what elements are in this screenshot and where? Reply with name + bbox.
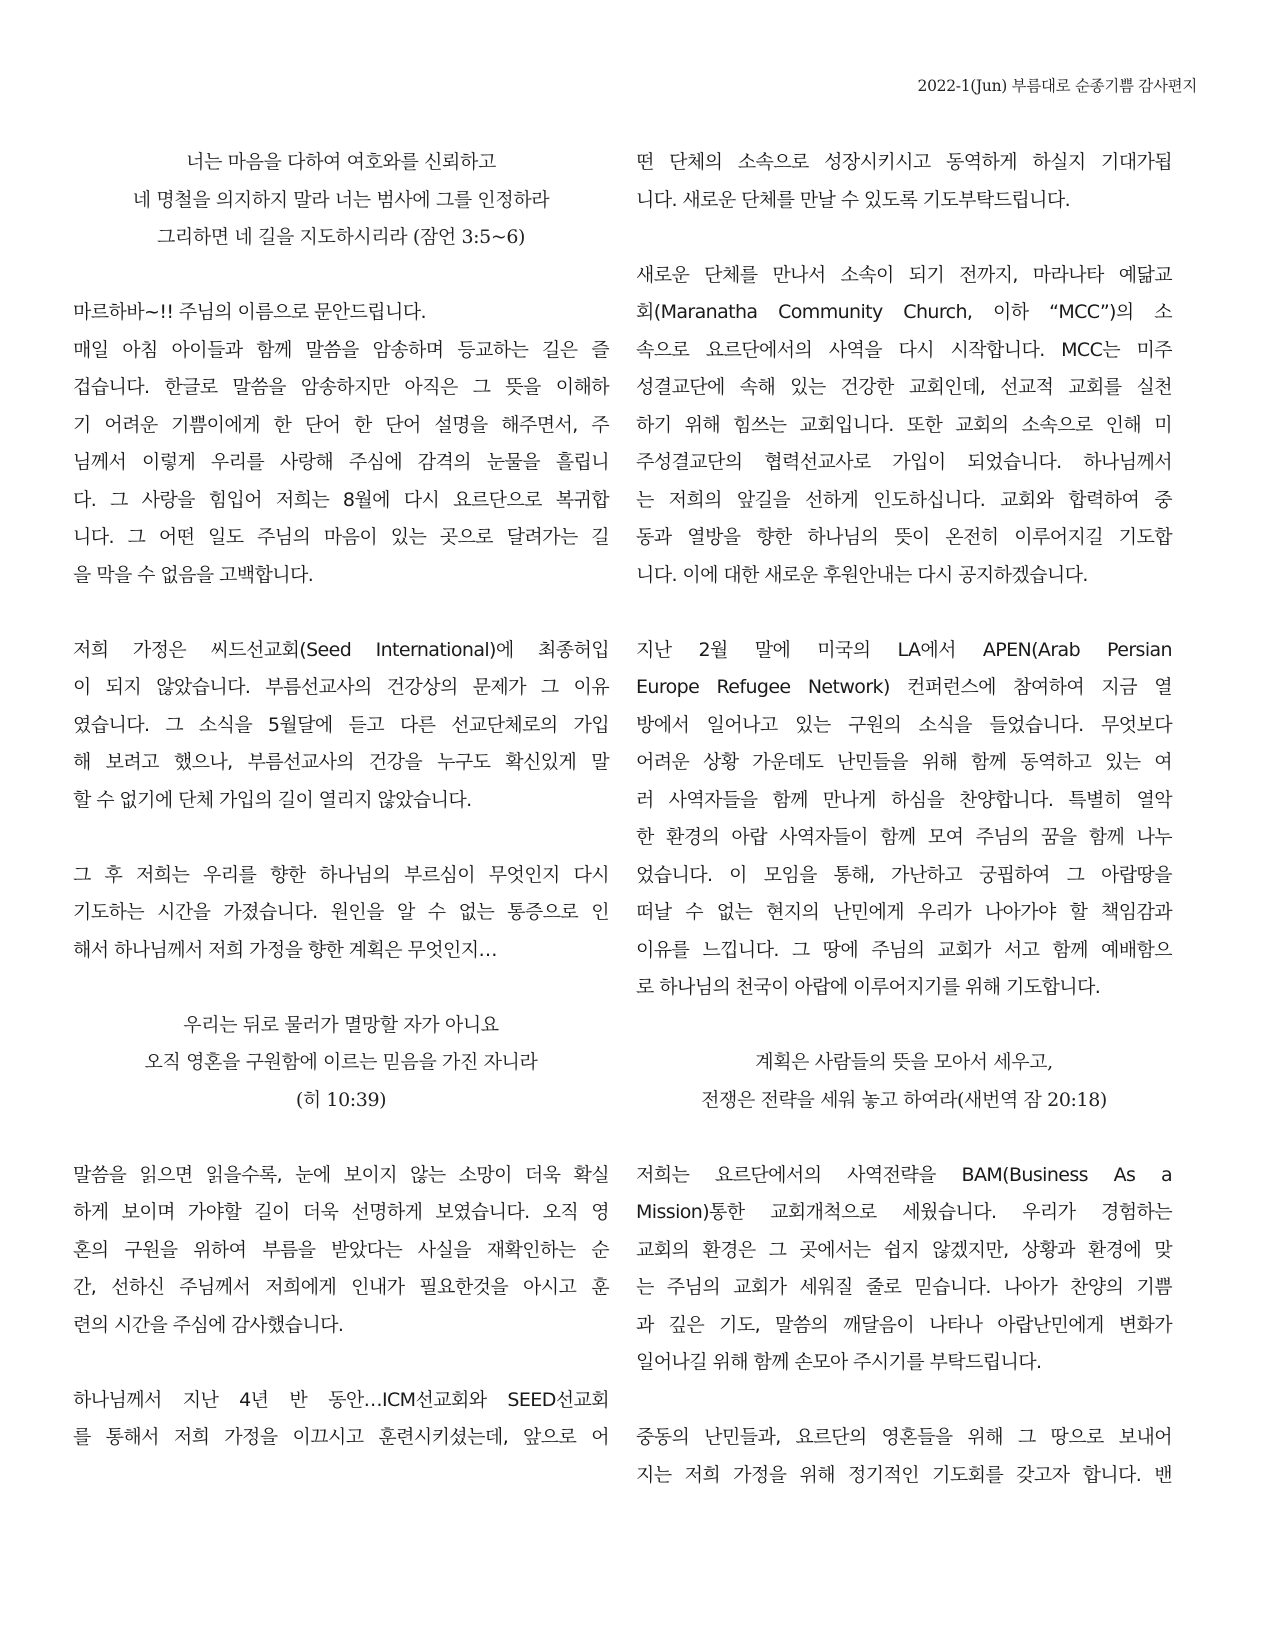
text-line: 하기 위해 힘쓰는 교회입니다. 또한 교회의 소속으로 인해 미 xyxy=(636,413,1172,436)
verse-line: 오직 영혼을 구원함에 이르는 믿음을 가진 자니라 xyxy=(144,1051,538,1073)
text-line: 과 깊은 기도, 말씀의 깨달음이 나타나 아랍난민에게 변화가 xyxy=(636,1313,1172,1336)
text-line: 성결교단에 속해 있는 건강한 교회인데, 선교적 교회를 실천 xyxy=(636,376,1172,398)
text-line: 떤 단체의 소속으로 성장시키시고 동역하게 하실지 기대가됩 xyxy=(636,151,1172,173)
paragraph-bam-strategy xyxy=(636,1157,1172,1382)
paragraph-prayer-meeting xyxy=(636,1419,1172,1494)
text-line: 는 저희의 앞길을 선하게 인도하십니다. 교회와 합력하여 중 xyxy=(636,488,1172,511)
text-line: 매일 아침 아이들과 함께 말씀을 암송하며 등교하는 길은 즐 xyxy=(73,338,609,361)
paragraph-mcc xyxy=(636,257,1172,595)
paragraph-new-organization xyxy=(636,144,1172,219)
text-line: 니다. 이에 대한 새로운 후원안내는 다시 공지하겠습니다. xyxy=(636,563,1088,586)
text-line: 기 어려운 기쁨이에게 한 단어 한 단어 설명을 해주면서, 주 xyxy=(73,413,609,436)
text-line: 동과 열방을 향한 하나님의 뜻이 온전히 이루어지길 기도합 xyxy=(636,526,1172,548)
text-line: Mission)통한 교회개척으로 세웠습니다. 우리가 경험하는 xyxy=(636,1201,1172,1223)
verse-line: 우리는 뒤로 물러가 멸망할 자가 아니요 xyxy=(183,1013,499,1036)
text-line: 는 주님의 교회가 세워질 줄로 믿습니다. 나아가 찬양의 기쁨 xyxy=(636,1276,1172,1298)
text-line: 겁습니다. 한글로 말씀을 암송하지만 아직은 그 뜻을 이해하 xyxy=(73,376,609,398)
text-line: 해서 하나님께서 저희 가정을 향한 계획은 무엇인지… xyxy=(73,938,497,961)
page-header: 2022-1(Jun) 부름대로 순종기쁨 감사편지 xyxy=(917,77,1197,95)
text-line: 을 막을 수 없음을 고백합니다. xyxy=(73,563,314,586)
text-line: 로 하나님의 천국이 아랍에 이루어지기를 위해 기도합니다. xyxy=(636,976,1101,998)
paragraph-calling xyxy=(73,857,609,970)
text-line: 주성결교단의 협력선교사로 가입이 되었습니다. 하나님께서 xyxy=(636,451,1172,473)
left-column xyxy=(73,144,609,1494)
verse-line: 너는 마음을 다하여 여호와를 신뢰하고 xyxy=(186,151,496,173)
verse-line: 전쟁은 전략을 세워 놓고 하여라(새번역 잠 20:18) xyxy=(701,1088,1107,1111)
text-line: 련의 시간을 주심에 감사했습니다. xyxy=(73,1313,344,1336)
scripture-quote-hebrews-10-39 xyxy=(73,1007,609,1120)
text-line: 저희 가정은 씨드선교회(Seed International)에 최종허입 xyxy=(73,638,609,661)
text-line: 하게 보이며 가야할 길이 더욱 선명하게 보였습니다. 오직 영 xyxy=(73,1201,609,1223)
text-line: 었습니다. 이 모임을 통해, 가난하고 궁핍하여 그 아랍땅을 xyxy=(636,863,1172,886)
text-line: 말씀을 읽으면 읽을수록, 눈에 보이지 않는 소망이 더욱 확실 xyxy=(73,1163,609,1186)
text-line: 하나님께서 지난 4년 반 동안…ICM선교회와 SEED선교회 xyxy=(73,1388,609,1411)
text-line: 였습니다. 그 소식을 5월달에 듣고 다른 선교단체로의 가입 xyxy=(73,713,609,736)
text-line: 그 후 저희는 우리를 향한 하나님의 부르심이 무엇인지 다시 xyxy=(73,863,609,886)
text-line: 저희는 요르단에서의 사역전략을 BAM(Business As a xyxy=(636,1163,1172,1186)
verse-line: 그리하면 네 길을 지도하시리라 (잠언 3:5~6) xyxy=(156,226,526,248)
text-line: 러 사역자들을 함께 만나게 하심을 찬양합니다. 특별히 열악 xyxy=(636,788,1172,811)
text-line: 속으로 요르단에서의 사역을 다시 시작합니다. MCC는 미주 xyxy=(636,338,1172,361)
text-line: 회(Maranatha Community Church, 이하 “MCC”)의 소 xyxy=(636,301,1172,323)
text-line: 중동의 난민들과, 요르단의 영혼들을 위해 그 땅으로 보내어 xyxy=(636,1426,1172,1448)
text-line: 어려운 상황 가운데도 난민들을 위해 함께 동역하고 있는 여 xyxy=(636,751,1172,773)
text-line: 교회의 환경은 그 곳에서는 쉽지 않겠지만, 상황과 환경에 맞 xyxy=(636,1238,1172,1261)
paragraph-apen-conference xyxy=(636,632,1172,1007)
scripture-quote-proverbs-3-5 xyxy=(73,144,609,257)
paragraph-word-reflection xyxy=(73,1157,609,1345)
text-line: 마르하바~!! 주님의 이름으로 문안드립니다. xyxy=(73,301,426,323)
verse-line: 네 명철을 의지하지 말라 너는 범사에 그를 인정하라 xyxy=(132,188,550,211)
paragraph-four-years xyxy=(73,1382,609,1457)
verse-line: (히 10:39) xyxy=(295,1088,387,1111)
verse-line: 계획은 사람들의 뜻을 모아서 세우고, xyxy=(755,1051,1053,1073)
paragraph-greeting xyxy=(73,294,609,594)
text-line: Europe Refugee Network) 컨퍼런스에 참여하여 지금 열 xyxy=(636,676,1172,698)
text-line: 이유를 느낍니다. 그 땅에 주님의 교회가 서고 함께 예배함으 xyxy=(636,938,1172,961)
text-line: 방에서 일어나고 있는 구원의 소식을 들었습니다. 무엇보다 xyxy=(636,713,1172,736)
text-line: 떠날 수 없는 현지의 난민에게 우리가 나아가야 할 책임감과 xyxy=(636,901,1172,923)
text-line: 혼의 구원을 위하여 부름을 받았다는 사실을 재확인하는 순 xyxy=(73,1238,609,1261)
text-line: 새로운 단체를 만나서 소속이 되기 전까지, 마라나타 예닮교 xyxy=(636,263,1172,286)
text-line: 니다. 그 어떤 일도 주님의 마음이 있는 곳으로 달려가는 길 xyxy=(73,526,609,548)
text-line: 다. 그 사랑을 힘입어 저희는 8월에 다시 요르단으로 복귀합 xyxy=(73,488,609,511)
text-line: 지난 2월 말에 미국의 LA에서 APEN(Arab Persian xyxy=(636,638,1172,661)
text-line: 지는 저희 가정을 위해 정기적인 기도회를 갖고자 합니다. 밴 xyxy=(636,1463,1172,1486)
text-line: 님께서 이렇게 우리를 사랑해 주심에 감격의 눈물을 흘립니 xyxy=(73,451,609,473)
text-line: 해 보려고 했으나, 부름선교사의 건강을 누구도 확신있게 말 xyxy=(73,751,609,773)
text-line: 이 되지 않았습니다. 부름선교사의 건강상의 문제가 그 이유 xyxy=(73,676,609,698)
paragraph-seed-international xyxy=(73,632,609,820)
text-line: 할 수 없기에 단체 가입의 길이 열리지 않았습니다. xyxy=(73,788,472,811)
text-line: 기도하는 시간을 가졌습니다. 원인을 알 수 없는 통증으로 인 xyxy=(73,901,609,923)
text-line: 한 환경의 아랍 사역자들이 함께 모여 주님의 꿈을 함께 나누 xyxy=(636,826,1172,848)
text-line: 니다. 새로운 단체를 만날 수 있도록 기도부탁드립니다. xyxy=(636,188,1071,211)
text-line: 간, 선하신 주님께서 저희에게 인내가 필요한것을 아시고 훈 xyxy=(73,1276,609,1298)
scripture-quote-proverbs-20-18 xyxy=(636,1044,1172,1119)
text-line: 일어나길 위해 함께 손모아 주시기를 부탁드립니다. xyxy=(636,1351,1042,1373)
right-column xyxy=(636,144,1172,1532)
text-line: 를 통해서 저희 가정을 이끄시고 훈련시키셨는데, 앞으로 어 xyxy=(73,1426,609,1448)
